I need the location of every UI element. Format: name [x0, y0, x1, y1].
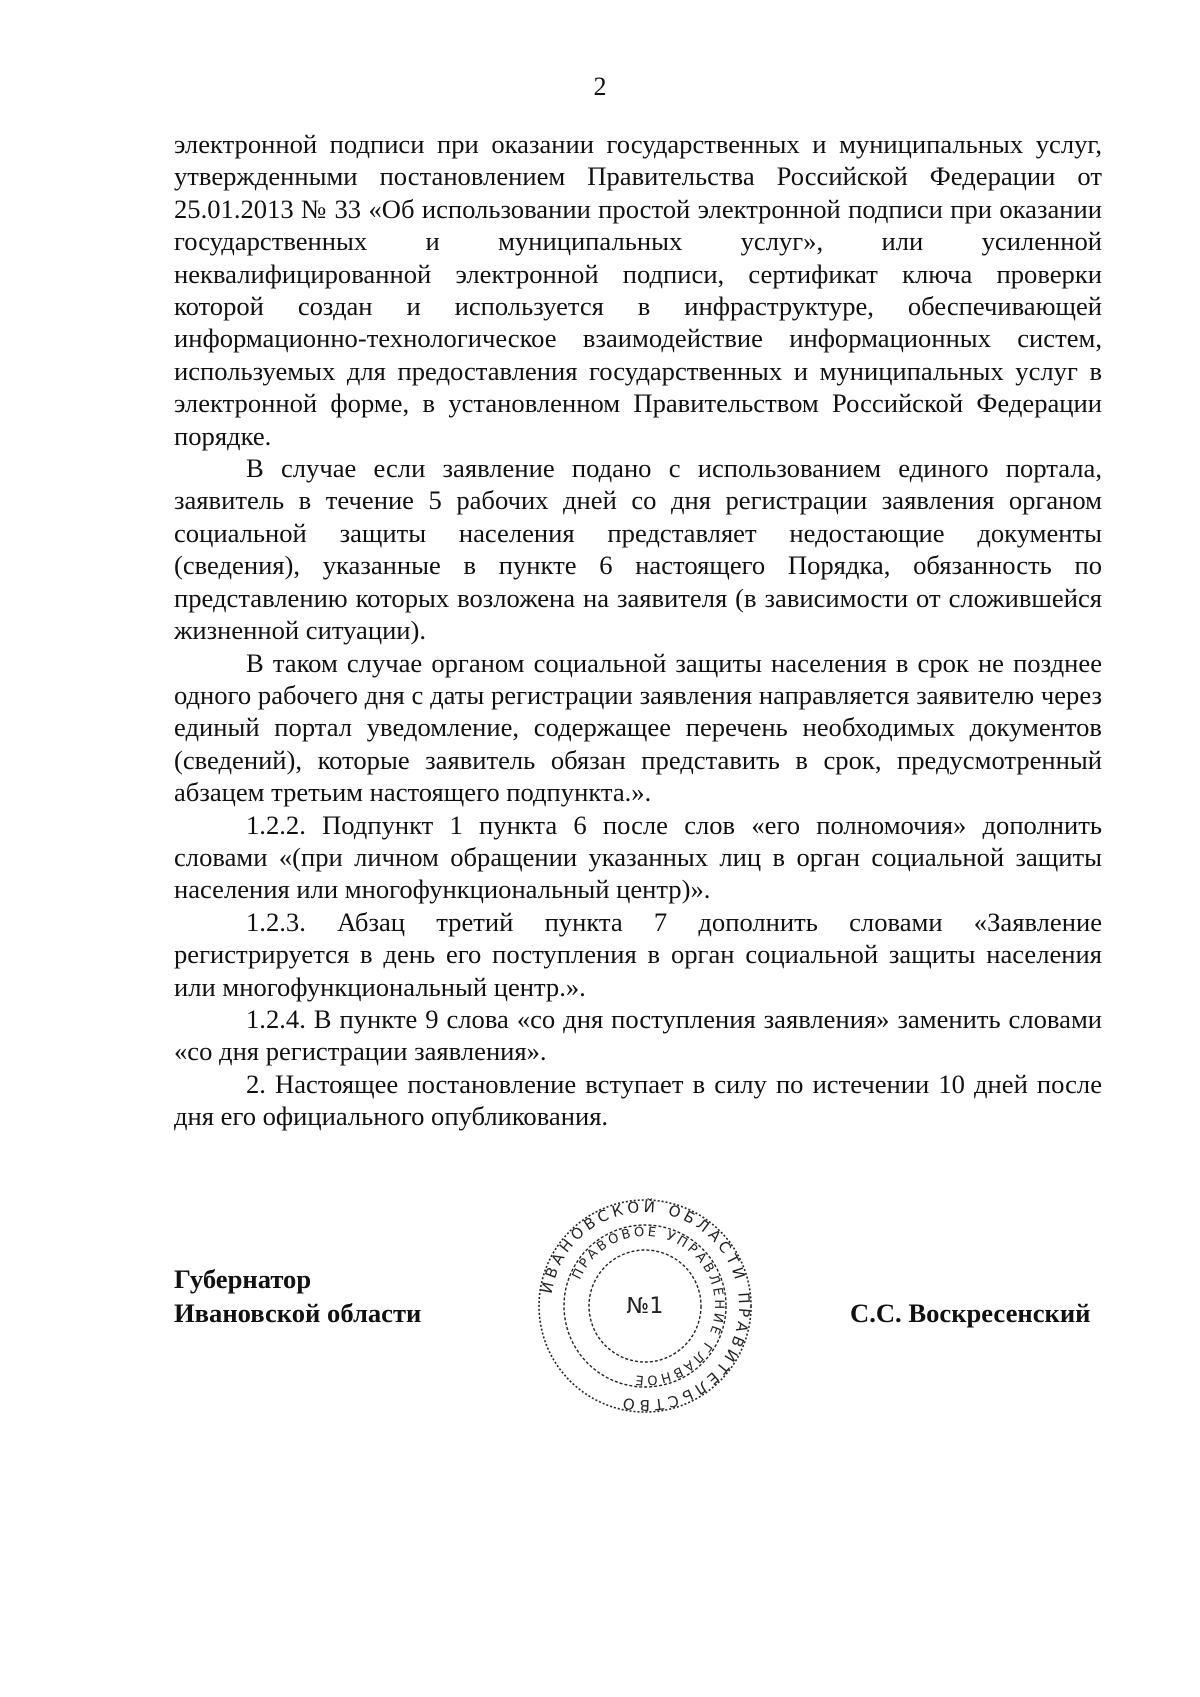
signatory-position: [174, 1262, 421, 1330]
paragraph: 1.2.4. В пункте 9 слова «со дня поступления заявления» заменить словами «со дня регистрации заявления».: [174, 1003, 1102, 1067]
seal-number: №1: [626, 1294, 664, 1319]
paragraph: 1.2.3. Абзац третий пункта 7 дополнить словами «Заявление регистрируется в день его поступления в орган социальной защиты населения или многофункциональный центр.».: [174, 906, 1102, 1002]
signatory-position-line: Ивановской области: [174, 1298, 422, 1328]
seal-outer-text: ИВАНОВСКОЙ ОБЛАСТИ ПРАВИТЕЛЬСТВО: [537, 1197, 754, 1415]
signatory-position-line: Губернатор: [174, 1264, 312, 1294]
seal-inner-text: ПРАВОВОЕ УПРАВЛЕНИЕ ГЛАВНОЕ: [569, 1224, 727, 1388]
official-seal: [536, 1197, 754, 1415]
paragraph: 1.2.2. Подпункт 1 пункта 6 после слов «его полномочия» дополнить словами «(при личном обращении указанных лиц в орган социальной защиты населения или многофункциональный центр)».: [174, 809, 1102, 905]
paragraph: В случае если заявление подано с использованием единого портала, заявитель в течение 5 рабочих дней со дня регистрации заявления органом социальной защиты населения представляет недостающие документы (сведения), указанные в пункте 6 настоящего Порядка, обязанность по представлению которых возложена на заявителя (в зависимости от сложившейся жизненной ситуации).: [174, 453, 1102, 646]
signer-name: С.С. Воскресенский: [850, 1298, 1091, 1328]
paragraph: электронной подписи при оказании государственных и муниципальных услуг, утвержденными постановлением Правительства Российской Федерации от 25.01.2013 № 33 «Об использовании простой электронной подписи при оказании государственных и муниципальных услуг», или усиленной неквалифицированной электронной подписи, сертификат ключа проверки которой создан и используется в инфраструктуре, обеспечивающей информационно-технологическое взаимодействие информационных систем, используемых для предоставления государственных и муниципальных услуг в электронной форме, в установленном Правительством Российской Федерации порядке.: [174, 129, 1102, 451]
paragraph: В таком случае органом социальной защиты населения в срок не позднее одного рабочего дня с даты регистрации заявления направляется заявителю через единый портал уведомление, содержащее перечень необходимых документов (сведений), которые заявитель обязан представить в срок, предусмотренный абзацем третьим настоящего подпункта.».: [174, 647, 1102, 808]
paragraph: 2. Настоящее постановление вступает в силу по истечении 10 дней после дня его официального опубликования.: [174, 1068, 1102, 1132]
document-body: [174, 128, 1102, 1133]
seal-graphic: [536, 1197, 754, 1415]
page-number: 2: [593, 72, 607, 101]
